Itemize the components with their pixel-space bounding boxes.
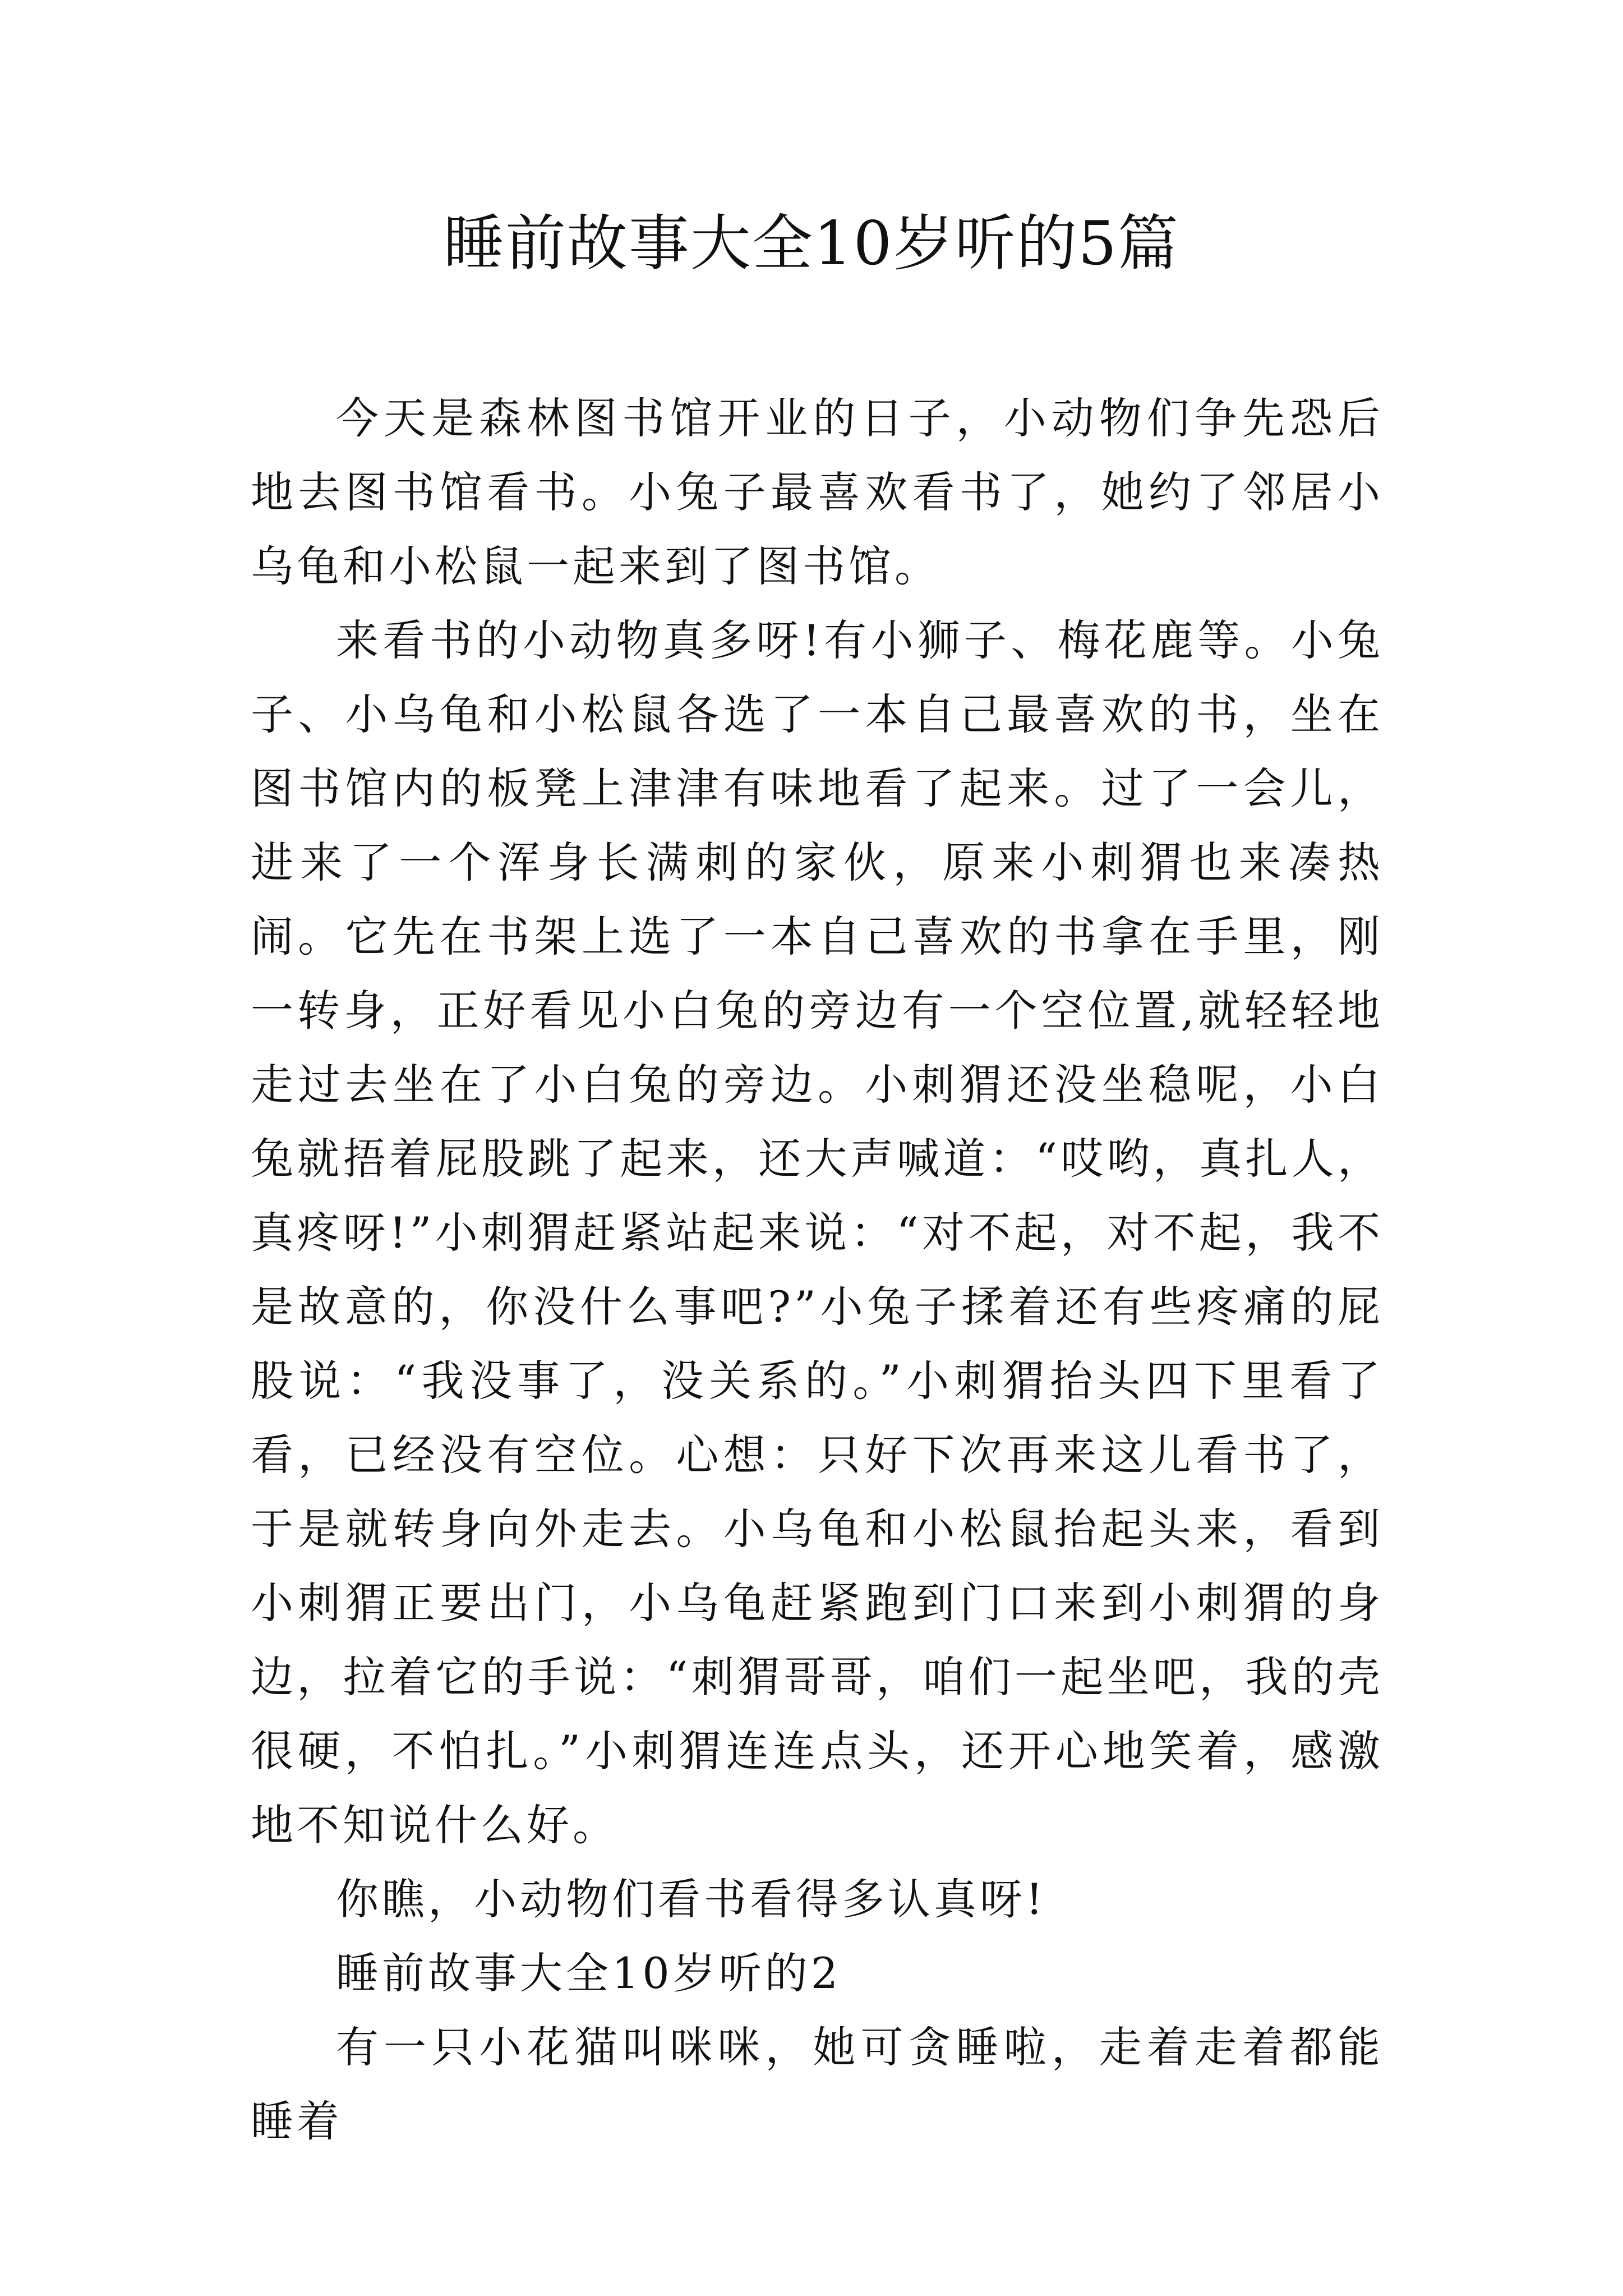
story-2-heading: 睡前故事大全10岁听的2 (336, 1948, 842, 1998)
paragraph-story-2-start: 有一只小花猫叫咪咪，她可贪睡啦，走着走着都能睡着 (251, 2022, 1384, 2146)
document-body (251, 381, 1384, 2159)
document-title: 睡前故事大全10岁听的5篇 (443, 209, 1180, 279)
paragraph-opening: 今天是森林图书馆开业的日子，小动物们争先恐后地去图书馆看书。小兔子最喜欢看书了，她约了邻居小乌龟和小松鼠一起来到了图书馆。 (251, 393, 1384, 591)
paragraph-library-story: 来看书的小动物真多呀!有小狮子、梅花鹿等。小兔子、小乌龟和小松鼠各选了一本自己最喜欢的书，坐在图书馆内的板凳上津津有味地看了起来。过了一会儿，进来了一个浑身长满刺的家伙，原来小刺猬也来凑热闹。它先在书架上选了一本自己喜欢的书拿在手里，刚一转身，正好看见小白兔的旁边有一个空位置,就轻轻地走过去坐在了小白兔的旁边。小刺猬还没坐稳呢，小白兔就捂着屁股跳了起来，还大声喊道：“哎哟，真扎人，真疼呀!”小刺猬赶紧站起来说：“对不起，对不起，我不是故意的，你没什么事吧?”小兔子揉着还有些疼痛的屁股说：“我没事了，没关系的。”小刺猬抬头四下里看了看，已经没有空位。心想：只好下次再来这儿看书了，于是就转身向外走去。小乌龟和小松鼠抬起头来，看到小刺猬正要出门，小乌龟赶紧跑到门口来到小刺猬的身边，拉着它的手说：“刺猬哥哥，咱们一起坐吧，我的壳很硬，不怕扎。”小刺猬连连点头，还开心地笑着，感激地不知说什么好。 (251, 615, 1384, 1850)
paragraph-conclusion: 你瞧，小动物们看书看得多认真呀! (336, 1874, 1046, 1924)
